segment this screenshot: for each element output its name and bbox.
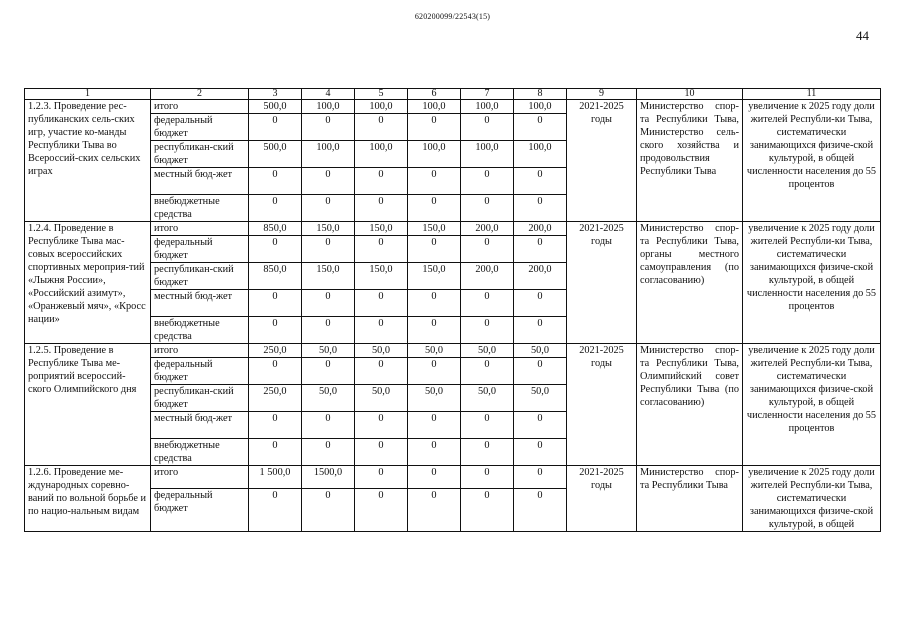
amount-cell: 50,0 — [355, 385, 408, 412]
amount-cell: 0 — [514, 317, 567, 344]
amount-cell: 0 — [355, 195, 408, 222]
amount-cell: 0 — [461, 358, 514, 385]
amount-cell: 0 — [302, 290, 355, 317]
amount-cell: 0 — [355, 290, 408, 317]
amount-cell: 150,0 — [408, 263, 461, 290]
funding-source: местный бюд-жет — [151, 290, 249, 317]
result-cell: увеличение к 2025 году доли жителей Республи-ки Тыва, систематически занимающихся физиче-ской культурой, в общей — [743, 466, 881, 532]
amount-cell: 200,0 — [461, 263, 514, 290]
amount-cell: 0 — [514, 412, 567, 439]
table-row — [25, 466, 881, 489]
amount-cell: 0 — [461, 412, 514, 439]
amount-cell: 100,0 — [461, 141, 514, 168]
amount-cell: 50,0 — [302, 385, 355, 412]
amount-cell: 100,0 — [302, 141, 355, 168]
funding-source: федеральный бюджет — [151, 488, 249, 531]
amount-cell: 0 — [355, 236, 408, 263]
amount-cell: 0 — [249, 168, 302, 195]
amount-cell: 100,0 — [514, 141, 567, 168]
amount-cell: 0 — [249, 114, 302, 141]
funding-source: итого — [151, 100, 249, 114]
amount-cell: 0 — [355, 488, 408, 531]
amount-cell: 0 — [355, 358, 408, 385]
amount-cell: 100,0 — [302, 100, 355, 114]
amount-cell: 0 — [408, 317, 461, 344]
amount-cell: 0 — [355, 466, 408, 489]
amount-cell: 0 — [514, 236, 567, 263]
document-id: 620200099/22543(15) — [414, 12, 491, 21]
period-cell: 2021-2025 годы — [567, 344, 637, 466]
amount-cell: 850,0 — [249, 222, 302, 236]
amount-cell: 150,0 — [302, 222, 355, 236]
amount-cell: 0 — [408, 439, 461, 466]
amount-cell: 0 — [249, 488, 302, 531]
amount-cell: 0 — [249, 195, 302, 222]
amount-cell: 100,0 — [355, 100, 408, 114]
amount-cell: 250,0 — [249, 385, 302, 412]
result-cell: увеличение к 2025 году доли жителей Республи-ки Тыва, систематически занимающихся физиче-ской культурой, в общей численности населения до 55 процентов — [743, 344, 881, 466]
result-cell: увеличение к 2025 году доли жителей Республи-ки Тыва, систематически занимающихся физиче-ской культурой, в общей численности населения до 55 процентов — [743, 100, 881, 222]
amount-cell: 0 — [408, 168, 461, 195]
table-row — [25, 222, 881, 236]
amount-cell: 0 — [514, 195, 567, 222]
funding-source: федеральный бюджет — [151, 114, 249, 141]
amount-cell: 0 — [514, 466, 567, 489]
event-name: 1.2.6. Проведение ме-ждународных соревно-ваний по вольной борьбе и по нацио-нальным видам — [25, 466, 151, 532]
amount-cell: 0 — [355, 412, 408, 439]
funding-source: внебюджетные средства — [151, 317, 249, 344]
amount-cell: 0 — [302, 358, 355, 385]
amount-cell: 0 — [408, 358, 461, 385]
column-header: 8 — [514, 89, 567, 100]
amount-cell: 0 — [408, 488, 461, 531]
amount-cell: 0 — [302, 412, 355, 439]
amount-cell: 100,0 — [461, 100, 514, 114]
column-header: 2 — [151, 89, 249, 100]
executor-cell: Министерство спор-та Республики Тыва, Министерство сель-ского хозяйства и продовольствия Республики Тыва — [637, 100, 743, 222]
amount-cell: 0 — [355, 168, 408, 195]
amount-cell: 50,0 — [355, 344, 408, 358]
amount-cell: 0 — [408, 466, 461, 489]
amount-cell: 0 — [249, 317, 302, 344]
amount-cell: 0 — [461, 317, 514, 344]
amount-cell: 0 — [302, 168, 355, 195]
column-header: 3 — [249, 89, 302, 100]
amount-cell: 0 — [461, 114, 514, 141]
amount-cell: 0 — [408, 290, 461, 317]
amount-cell: 1500,0 — [302, 466, 355, 489]
amount-cell: 150,0 — [302, 263, 355, 290]
amount-cell: 0 — [249, 439, 302, 466]
column-header: 6 — [408, 89, 461, 100]
funding-source: федеральный бюджет — [151, 236, 249, 263]
amount-cell: 50,0 — [514, 344, 567, 358]
funding-source: местный бюд-жет — [151, 412, 249, 439]
funding-source: внебюджетные средства — [151, 195, 249, 222]
amount-cell: 50,0 — [302, 344, 355, 358]
amount-cell: 0 — [302, 195, 355, 222]
amount-cell: 0 — [461, 290, 514, 317]
amount-cell: 0 — [514, 358, 567, 385]
amount-cell: 50,0 — [408, 385, 461, 412]
amount-cell: 0 — [408, 195, 461, 222]
column-header: 7 — [461, 89, 514, 100]
amount-cell: 0 — [355, 439, 408, 466]
column-header: 5 — [355, 89, 408, 100]
amount-cell: 50,0 — [514, 385, 567, 412]
amount-cell: 200,0 — [514, 222, 567, 236]
amount-cell: 200,0 — [514, 263, 567, 290]
executor-cell: Министерство спор-та Республики Тыва, органы местного самоуправления (по согласованию) — [637, 222, 743, 344]
amount-cell: 0 — [302, 114, 355, 141]
amount-cell: 150,0 — [355, 263, 408, 290]
amount-cell: 1 500,0 — [249, 466, 302, 489]
funding-source: местный бюд-жет — [151, 168, 249, 195]
funding-source: итого — [151, 466, 249, 489]
amount-cell: 0 — [249, 412, 302, 439]
amount-cell: 0 — [249, 358, 302, 385]
amount-cell: 0 — [408, 236, 461, 263]
funding-source: итого — [151, 344, 249, 358]
amount-cell: 0 — [514, 488, 567, 531]
amount-cell: 100,0 — [408, 141, 461, 168]
amount-cell: 100,0 — [355, 141, 408, 168]
amount-cell: 150,0 — [355, 222, 408, 236]
executor-cell: Министерство спор-та Республики Тыва — [637, 466, 743, 532]
amount-cell: 0 — [461, 466, 514, 489]
program-table — [24, 88, 881, 532]
amount-cell: 0 — [355, 317, 408, 344]
period-cell: 2021-2025 годы — [567, 466, 637, 532]
amount-cell: 500,0 — [249, 141, 302, 168]
amount-cell: 0 — [514, 439, 567, 466]
funding-source: республикан-ский бюджет — [151, 141, 249, 168]
funding-source: республикан-ский бюджет — [151, 263, 249, 290]
amount-cell: 0 — [461, 168, 514, 195]
column-header: 10 — [637, 89, 743, 100]
executor-cell: Министерство спор-та Республики Тыва, Олимпийский совет Республики Тыва (по согласованию) — [637, 344, 743, 466]
amount-cell: 0 — [408, 412, 461, 439]
amount-cell: 0 — [249, 236, 302, 263]
funding-source: внебюджетные средства — [151, 439, 249, 466]
amount-cell: 0 — [302, 439, 355, 466]
amount-cell: 0 — [461, 195, 514, 222]
event-name: 1.2.4. Проведение в Республике Тыва мас-совых всероссийских спортивных мероприя-тий «Лыжня России», «Российский азимут», «Оранжевый мяч», «Кросс нации» — [25, 222, 151, 344]
amount-cell: 150,0 — [408, 222, 461, 236]
period-cell: 2021-2025 годы — [567, 100, 637, 222]
amount-cell: 500,0 — [249, 100, 302, 114]
column-header: 1 — [25, 89, 151, 100]
funding-source: итого — [151, 222, 249, 236]
amount-cell: 50,0 — [461, 385, 514, 412]
page-number: 44 — [856, 28, 869, 43]
amount-cell: 0 — [408, 114, 461, 141]
amount-cell: 0 — [302, 236, 355, 263]
column-header-row — [25, 89, 881, 100]
amount-cell: 0 — [302, 317, 355, 344]
amount-cell: 0 — [514, 168, 567, 195]
amount-cell: 100,0 — [408, 100, 461, 114]
table-row — [25, 344, 881, 358]
funding-source: республикан-ский бюджет — [151, 385, 249, 412]
amount-cell: 0 — [514, 114, 567, 141]
period-cell: 2021-2025 годы — [567, 222, 637, 344]
amount-cell: 0 — [461, 439, 514, 466]
amount-cell: 200,0 — [461, 222, 514, 236]
column-header: 4 — [302, 89, 355, 100]
amount-cell: 100,0 — [514, 100, 567, 114]
column-header: 11 — [743, 89, 881, 100]
amount-cell: 0 — [514, 290, 567, 317]
amount-cell: 50,0 — [408, 344, 461, 358]
result-cell: увеличение к 2025 году доли жителей Республи-ки Тыва, систематически занимающихся физиче-ской культурой, в общей численности населения до 55 процентов — [743, 222, 881, 344]
amount-cell: 0 — [249, 290, 302, 317]
column-header: 9 — [567, 89, 637, 100]
amount-cell: 850,0 — [249, 263, 302, 290]
amount-cell: 0 — [461, 236, 514, 263]
event-name: 1.2.5. Проведение в Республике Тыва ме-роприятий всероссий-ского Олимпийского дня — [25, 344, 151, 466]
amount-cell: 0 — [355, 114, 408, 141]
funding-source: федеральный бюджет — [151, 358, 249, 385]
event-name: 1.2.3. Проведение рес-публиканских сель-ских игр, участие ко-манды Республики Тыва во Всероссий-ских сельских играх — [25, 100, 151, 222]
amount-cell: 0 — [302, 488, 355, 531]
table-row — [25, 100, 881, 114]
amount-cell: 0 — [461, 488, 514, 531]
amount-cell: 250,0 — [249, 344, 302, 358]
amount-cell: 50,0 — [461, 344, 514, 358]
